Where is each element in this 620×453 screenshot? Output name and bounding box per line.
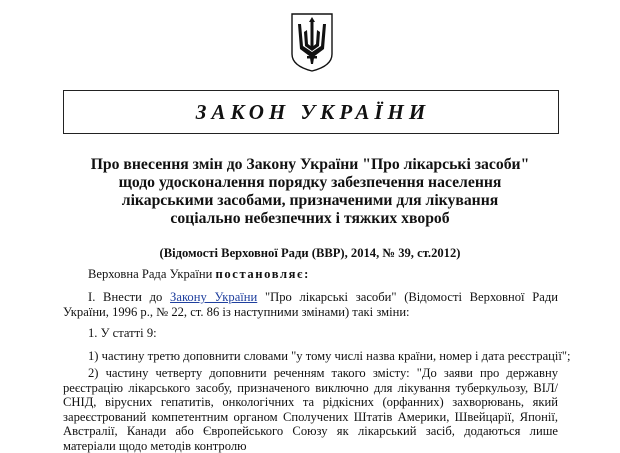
law-title-line: лікарськими засобами, призначеними для лікування xyxy=(121,192,499,209)
item-one-paragraph: 1) частину третю доповнити словами "у тому числі назва країни, номер і дата реєстрації"; xyxy=(88,349,571,363)
law-title-line: соціально небезпечних і тяжких хвороб xyxy=(170,210,450,227)
section-one-paragraph xyxy=(63,290,558,319)
intro-text: Верховна Рада України xyxy=(88,267,216,281)
law-type-text: ЗАКОН УКРАЇНИ xyxy=(195,99,431,124)
article-nine-paragraph: 1. У статті 9: xyxy=(88,326,157,340)
section-one-prefix: І. Внести до xyxy=(88,290,171,304)
law-title xyxy=(40,156,580,228)
section-one-text: "Про лікарські засоби" (Відомості Верховної Ради України, 1996 р., № 22, ст. 86 із наступними змінами) такі зміни: xyxy=(63,290,558,319)
publication-source: (Відомості Верховної Ради (ВВР), 2014, № 39, ст.2012) xyxy=(159,246,461,260)
intro-verb: постановляє: xyxy=(215,267,310,281)
item-two-paragraph: 2) частину четверту доповнити реченням такого змісту: "До заяви про державну реєстрацію лікарського засобу, призначеного виключно для лікування туберкульозу, ВІЛ/СНІД, вірусних гепатитів, онкологічних та рідкісних (орфанних) захворювань, який зареєстрований компетентним органом Сполучених Штатів Америки, Швейцарії, Японії, Австралії, Канади або Європейського Союзу як лікарський засіб, додаються лише матеріали щодо методів контролю xyxy=(63,366,558,453)
law-title-line: Про внесення змін до Закону України "Про лікарські засоби" xyxy=(90,156,530,173)
law-link[interactable]: Закону України xyxy=(170,290,258,304)
law-type-heading xyxy=(63,90,559,134)
intro-paragraph xyxy=(88,267,310,282)
trident-emblem-icon xyxy=(290,12,334,73)
law-title-line: щодо удосконалення порядку забезпечення населення xyxy=(118,174,502,191)
